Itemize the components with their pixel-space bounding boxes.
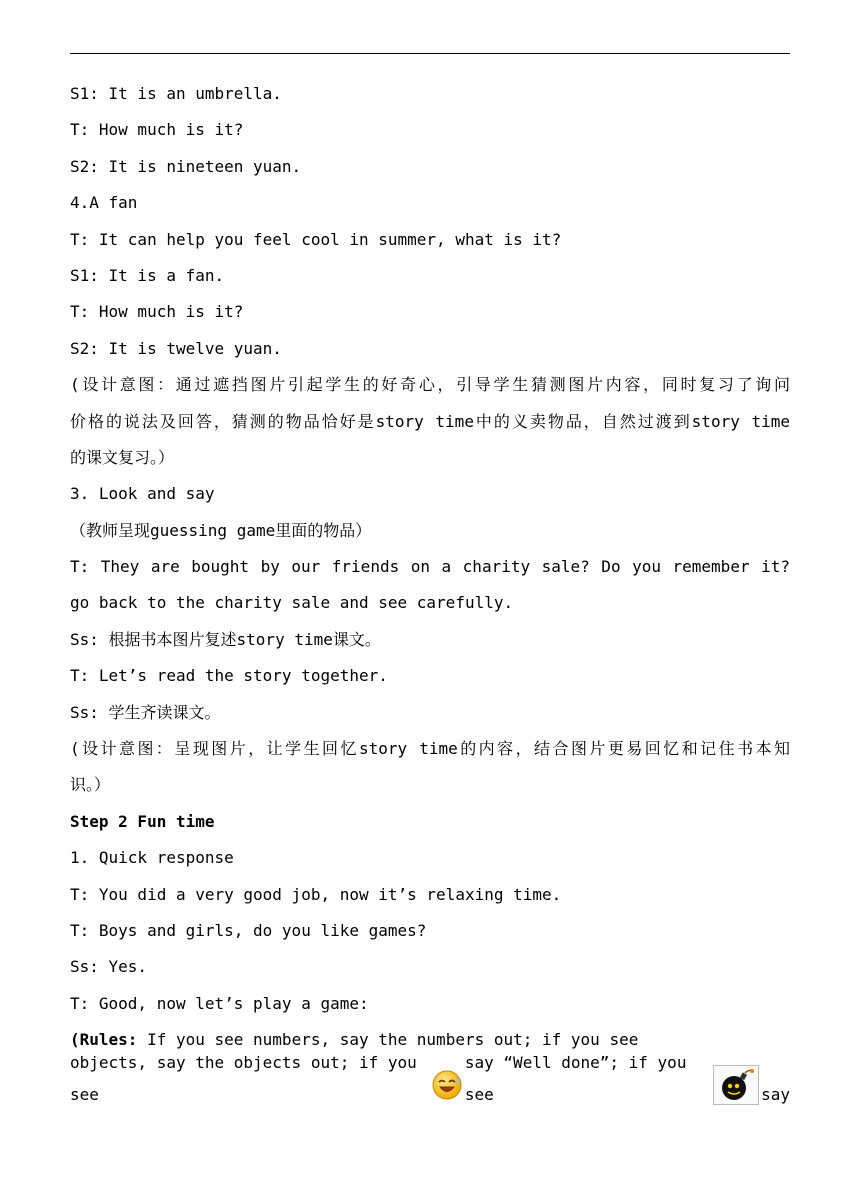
dialogue-line: S2: It is nineteen yuan. <box>70 156 302 176</box>
design-intent-note: (设计意图：通过遮挡图片引起学生的好奇心，引导学生猜测图片内容，同时复习了询问 <box>70 375 790 395</box>
document-body <box>70 76 790 1111</box>
dialogue-line: T: How much is it? <box>70 302 244 322</box>
smiley-face-icon <box>431 1069 463 1101</box>
rules-label: (Rules: <box>70 1030 138 1050</box>
item-heading: 4.A fan <box>70 193 138 213</box>
dialogue-line: Ss: Yes. <box>70 957 148 977</box>
dialogue-line: T: Boys and girls, do you like games? <box>70 920 427 940</box>
rules-text: If you see numbers, say the numbers out; if you see <box>137 1030 639 1050</box>
design-intent-note: (设计意图：呈现图片，让学生回忆story time的内容，结合图片更易回忆和记住书本知 <box>70 739 790 759</box>
dialogue-line: T: Good, now let’s play a game: <box>70 993 369 1013</box>
black-bomb-icon <box>713 1065 759 1105</box>
dialogue-line: S1: It is a fan. <box>70 265 225 285</box>
activity-heading: 1. Quick response <box>70 848 234 868</box>
dialogue-line: S2: It is twelve yuan. <box>70 338 282 358</box>
dialogue-line: Ss: 根据书本图片复述story time课文。 <box>70 629 381 649</box>
design-intent-note: 识。） <box>70 775 111 795</box>
design-intent-note: 的课文复习。） <box>70 447 175 467</box>
dialogue-line: T: They are bought by our friends on a charity sale? Do you remember it? <box>70 557 790 577</box>
activity-heading: 3. Look and say <box>70 484 215 504</box>
dialogue-line: T: How much is it? <box>70 120 244 140</box>
design-intent-note: 价格的说法及回答，猜测的物品恰好是story time中的义卖物品，自然过渡到story time <box>70 411 790 431</box>
rules-text-part3: say <box>761 1084 790 1104</box>
dialogue-line: T: You did a very good job, now it’s relaxing time. <box>70 884 562 904</box>
step-heading: Step 2 Fun time <box>70 811 215 831</box>
teacher-note: （教师呈现guessing game里面的物品） <box>70 520 372 540</box>
dialogue-line: Ss: 学生齐读课文。 <box>70 702 221 722</box>
dialogue-line: T: It can help you feel cool in summer, what is it? <box>70 229 562 249</box>
dialogue-line: T: Let’s read the story together. <box>70 666 388 686</box>
rules-text-part2: say “Well done”; if you see <box>464 1052 687 1104</box>
rules-continued-line <box>70 1052 790 1111</box>
rules-text-part1: objects, say the objects out; if you see <box>70 1052 417 1104</box>
header-rule <box>70 53 790 54</box>
dialogue-line: S1: It is an umbrella. <box>70 84 282 103</box>
dialogue-line: go back to the charity sale and see carefully. <box>70 593 514 613</box>
